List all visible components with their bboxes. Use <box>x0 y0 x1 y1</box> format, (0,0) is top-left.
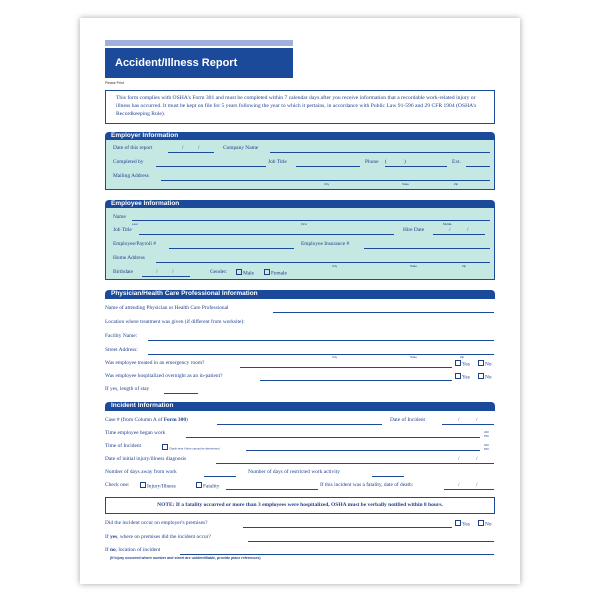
incident-slash-1: / <box>458 417 460 423</box>
overnight-leader <box>260 380 452 381</box>
payroll-label: Employee/Payroll # <box>113 241 156 247</box>
phone-paren-close: ) <box>404 159 406 165</box>
employee-job-title-field[interactable] <box>139 234 394 235</box>
first-sublabel: First <box>301 222 307 226</box>
length-of-stay-label: If yes, length of stay <box>105 386 150 392</box>
phone-paren-open: ( <box>385 159 387 165</box>
form-title <box>105 48 293 78</box>
premises-yes-label: Yes <box>462 521 470 528</box>
days-restricted-label: Number of days of restricted work activity <box>248 469 340 475</box>
osha-notice <box>105 90 495 124</box>
time-of-incident-label: Time of Incident <box>105 443 142 449</box>
emergency-no-option[interactable] <box>478 360 492 368</box>
incident-heading-rule <box>105 410 495 411</box>
date-of-incident-field[interactable] <box>442 424 494 425</box>
street-address-field[interactable] <box>148 354 494 355</box>
fatality-checkbox[interactable] <box>196 482 202 488</box>
overnight-label: Was employee hospitalized overnight as an in-patient? <box>105 373 223 379</box>
case-number-prefix: Case # (from Column A of <box>105 417 164 423</box>
employer-state-sublabel: State <box>402 182 410 186</box>
physician-heading-rule <box>105 298 495 299</box>
physician-city-sublabel: City <box>332 355 338 359</box>
male-checkbox[interactable] <box>236 269 242 275</box>
phone-label: Phone <box>365 159 379 165</box>
employer-zip-sublabel: Zip <box>454 182 459 186</box>
hire-date-label: Hire Date <box>403 227 425 233</box>
incident-location-field[interactable] <box>180 554 494 555</box>
physician-name-label: Name of attending Physician or Health Care Professional <box>105 305 229 311</box>
physician-name-field[interactable] <box>273 312 494 313</box>
employee-heading-text: Employee Information <box>111 200 180 207</box>
overnight-no-label: No <box>485 374 492 381</box>
fatality-slash-1: / <box>458 482 460 488</box>
length-of-stay-field[interactable] <box>164 393 198 394</box>
birth-slash-1: / <box>156 269 158 275</box>
date-diagnosis-label: Date of initial injury/illness diagnosis <box>105 456 187 462</box>
time-not-determined-checkbox[interactable] <box>162 444 168 450</box>
premises-no-label: No <box>485 521 492 528</box>
days-away-label: Number of days away from work <box>105 469 177 475</box>
street-address-label: Street Address: <box>105 347 138 353</box>
facility-field[interactable] <box>148 340 494 341</box>
case-number-form: Form 300 <box>163 417 187 423</box>
time-began-field[interactable] <box>186 437 480 438</box>
mailing-address-label: Mailing Address <box>113 173 149 179</box>
overnight-no-option[interactable] <box>478 373 492 381</box>
injury-illness-checkbox[interactable] <box>140 482 146 488</box>
employer-heading <box>105 132 495 140</box>
incident-heading-text: Incident Information <box>111 402 174 409</box>
ext-field[interactable] <box>466 166 490 167</box>
female-option[interactable] <box>264 269 287 277</box>
physician-heading <box>105 290 495 298</box>
where-on-premises-field[interactable] <box>248 541 494 542</box>
premises-no-checkbox[interactable] <box>478 520 484 526</box>
completed-by-label: Completed by <box>113 159 144 165</box>
form-title-text: Accident/Illness Report <box>115 57 238 69</box>
diagnosis-slash-2: / <box>476 456 478 462</box>
emergency-no-checkbox[interactable] <box>478 360 484 366</box>
male-label: Male <box>243 270 255 277</box>
overnight-no-checkbox[interactable] <box>478 373 484 379</box>
where-bold: yes <box>109 534 118 540</box>
incident-heading <box>105 402 495 410</box>
time-of-incident-field[interactable] <box>246 450 480 451</box>
facility-label: Facility Name: <box>105 333 138 339</box>
premises-yes-checkbox[interactable] <box>455 520 461 526</box>
emergency-yes-option[interactable] <box>455 360 470 368</box>
employee-name-field[interactable] <box>132 220 490 221</box>
insurance-label: Employee Insurance # <box>301 241 350 247</box>
case-number-suffix: ) <box>186 417 188 423</box>
date-of-incident-label: Date of Incident <box>390 417 426 423</box>
middle-sublabel: Middle <box>443 222 452 226</box>
form-sheet <box>80 18 520 584</box>
osha-note-text: NOTE: If a fatality occurred or more than 3 employees were hospitalized, OSHA must be verbally notified within 8 hours. <box>157 502 443 508</box>
birthdate-label: Birthdate <box>113 269 134 275</box>
home-address-label: Home Address <box>113 255 145 261</box>
male-option[interactable] <box>236 269 254 277</box>
gender-label: Gender: <box>210 269 228 275</box>
fatality-label: Fatality <box>203 483 220 490</box>
emergency-room-label: Was employee treated in an emergency room? <box>105 360 205 366</box>
employer-section <box>105 140 495 190</box>
osha-note-box <box>105 497 495 514</box>
fatality-date-field[interactable] <box>444 489 494 490</box>
premises-no-option[interactable] <box>478 520 492 528</box>
location-suffix: , location of incident <box>115 547 161 553</box>
hire-date-field[interactable] <box>433 234 485 235</box>
case-number-field[interactable] <box>217 424 382 425</box>
title-tab <box>105 40 293 46</box>
payroll-field[interactable] <box>169 248 294 249</box>
time-not-determined-label: Check here if time cannot be determined <box>169 446 220 451</box>
time-not-determined-option[interactable] <box>162 444 219 451</box>
days-away-field[interactable] <box>204 476 236 477</box>
physician-state-sublabel: State <box>410 355 418 359</box>
job-title-field[interactable] <box>296 166 360 167</box>
company-name-label: Company Name <box>223 145 259 151</box>
job-title-label: Job Title <box>268 159 287 165</box>
employee-heading <box>105 200 495 208</box>
last-sublabel: Last <box>132 222 138 226</box>
employee-name-label: Name <box>113 214 126 220</box>
time-incident-pm: PM <box>484 447 489 451</box>
date-of-report-label: Date of this report <box>113 145 153 151</box>
home-address-field[interactable] <box>156 262 490 263</box>
employer-city-sublabel: City <box>324 182 330 186</box>
date-diagnosis-field[interactable] <box>216 463 494 464</box>
hire-slash-2: / <box>467 227 469 233</box>
incident-slash-2: / <box>476 417 478 423</box>
insurance-field[interactable] <box>364 248 490 249</box>
emergency-no-label: No <box>485 361 492 368</box>
injury-illness-option[interactable] <box>140 482 176 490</box>
ext-label: Ext. <box>452 159 461 165</box>
premises-yes-option[interactable] <box>455 520 470 528</box>
emergency-room-leader <box>240 367 452 368</box>
time-began-label: Time employee began work <box>105 430 166 436</box>
diagnosis-slash-1: / <box>458 456 460 462</box>
physician-zip-sublabel: Zip <box>460 355 465 359</box>
please-print-label: Please Print <box>105 81 124 85</box>
fatality-date-label: If this incident was a fatality, date of death: <box>320 482 414 488</box>
case-number-label <box>105 417 188 423</box>
employer-heading-text: Employer Information <box>111 132 179 139</box>
time-incident-am: AM <box>484 443 489 447</box>
employee-section <box>105 208 495 280</box>
date-slash-1: / <box>182 145 184 151</box>
completed-by-field[interactable] <box>156 166 266 167</box>
hire-slash-1: / <box>449 227 451 233</box>
where-prefix: If <box>105 534 110 540</box>
phone-field[interactable] <box>385 166 447 167</box>
days-restricted-field[interactable] <box>372 476 404 477</box>
physician-heading-text: Physician/Health Care Professional Information <box>111 290 258 297</box>
female-label: Female <box>271 270 287 277</box>
location-note: (If injury occurred where number and street are unidentifiable, provide place references) <box>110 556 261 560</box>
birth-slash-2: / <box>172 269 174 275</box>
emergency-yes-label: Yes <box>462 361 470 368</box>
employee-zip-sublabel: Zip <box>462 264 467 268</box>
employee-job-title-label: Job Title <box>113 227 132 233</box>
osha-notice-text: This form complies with OSHA's Form 301 and must be completed within 7 calendar days after you receive information that a recordable work-related injury or illness has occurred. It must be kept on file for 5 years following the year to which it pertains, in accordance with Public Law 91-596 and 29 CFR 1904 (OSHA's Recordkeeping Rule). <box>116 95 477 117</box>
where-on-premises-label <box>105 534 211 540</box>
date-slash-2: / <box>198 145 200 151</box>
company-name-field[interactable] <box>270 152 490 153</box>
fatality-slash-2: / <box>476 482 478 488</box>
employee-city-sublabel: City <box>332 264 338 268</box>
overnight-yes-option[interactable] <box>455 373 470 381</box>
location-prefix: If <box>105 547 110 553</box>
overnight-yes-label: Yes <box>462 374 470 381</box>
female-checkbox[interactable] <box>264 269 270 275</box>
employee-state-sublabel: State <box>410 264 418 268</box>
birthdate-field[interactable] <box>142 276 190 277</box>
incident-location-label <box>105 547 160 553</box>
fatality-option[interactable] <box>196 482 219 490</box>
fatality-detail-field[interactable] <box>226 489 318 490</box>
premises-leader <box>243 527 452 528</box>
emergency-yes-checkbox[interactable] <box>455 360 461 366</box>
location-bold: no <box>109 547 116 553</box>
date-of-report-field[interactable] <box>168 152 214 153</box>
injury-illness-label: Injury/Illness <box>147 483 176 490</box>
overnight-yes-checkbox[interactable] <box>455 373 461 379</box>
where-suffix: , where on premises did the incident occur? <box>117 534 211 540</box>
check-one-label: Check one: <box>105 482 130 488</box>
treatment-location-label: Location where treatment was given (if different from worksite): <box>105 319 245 325</box>
time-began-pm: PM <box>484 434 489 438</box>
mailing-address-field[interactable] <box>161 180 490 181</box>
time-began-am: AM <box>484 430 489 434</box>
premises-question: Did the incident occur on employer's premises? <box>105 520 208 526</box>
